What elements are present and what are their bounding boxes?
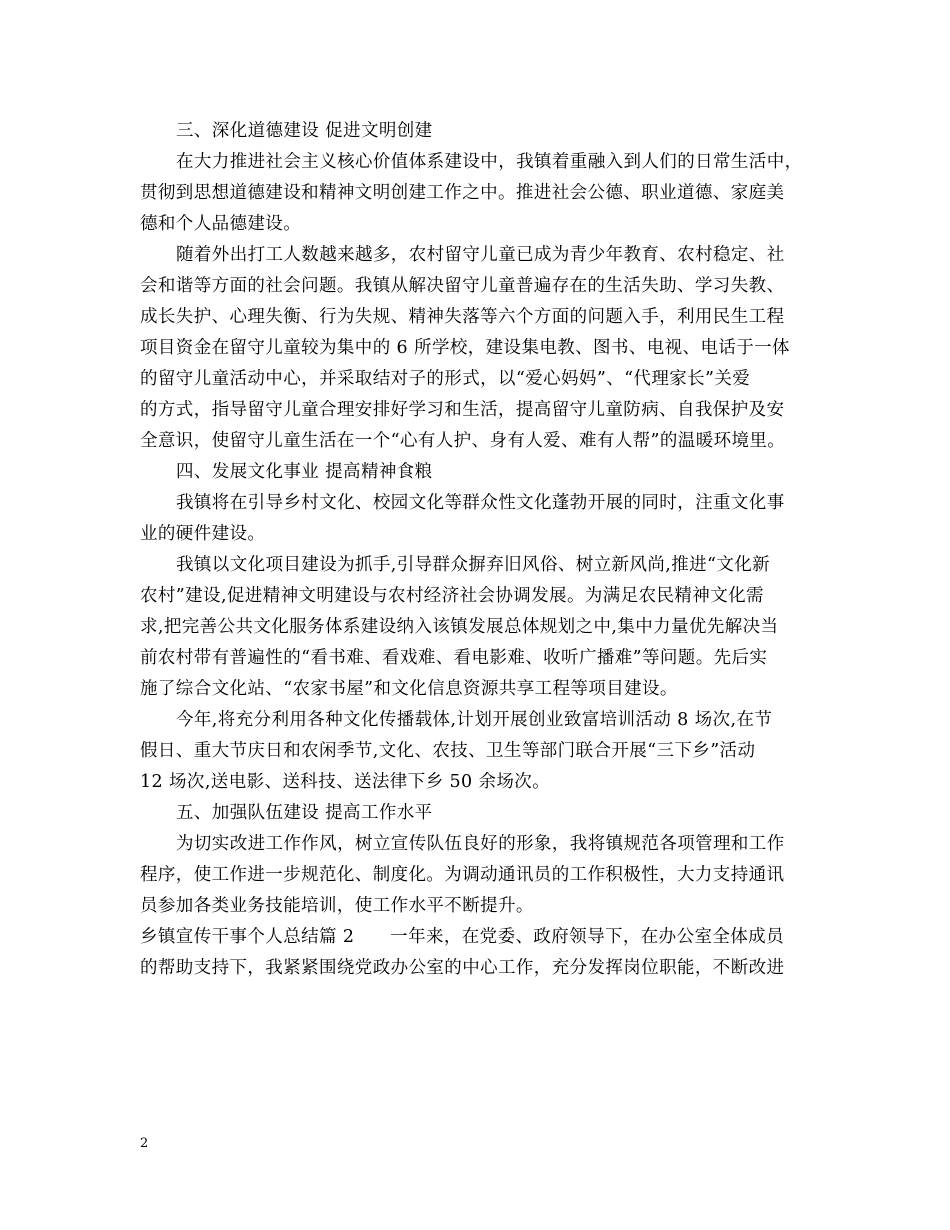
paragraph-line: 的留守儿童活动中心，并采取结对子的形式，以“爱心妈妈”、“代理家长”关爱 xyxy=(140,369,751,389)
paragraph-line: 的方式，指导留守儿童合理安排好学习和生活，提高留守儿童防病、自我保护及安 xyxy=(140,400,785,420)
paragraph-line: 农村”建设,促进精神文明建设与农村经济社会协调发展。为满足农民精神文化需 xyxy=(140,586,764,606)
paragraph-line: 业的硬件建设。 xyxy=(140,524,266,544)
paragraph-line: 的帮助支持下，我紧紧围绕党政办公室的中心工作，充分发挥岗位职能，不断改进 xyxy=(140,958,785,978)
page-number: 2 xyxy=(140,1136,149,1151)
paragraph-line: 项目资金在留守儿童较为集中的 6 所学校，建设集电教、图书、电视、电话于一体 xyxy=(140,338,790,358)
section-heading: 三、深化道德建设 促进文明创建 xyxy=(176,121,433,141)
paragraph-line: 今年,将充分利用各种文化传播载体,计划开展创业致富培训活动 8 场次,在节 xyxy=(176,710,773,730)
section-heading: 四、发展文化事业 提高精神食粮 xyxy=(176,462,433,482)
paragraph-line: 施了综合文化站、“农家书屋”和文化信息资源共享工程等项目建设。 xyxy=(140,679,678,699)
paragraph-line: 前农村带有普遍性的“看书难、看戏难、看电影难、收听广播难”等问题。先后实 xyxy=(140,648,768,668)
paragraph-line: 假日、重大节庆日和农闲季节,文化、农技、卫生等部门联合开展“三下乡”活动 xyxy=(140,741,756,761)
document-body xyxy=(140,116,820,984)
paragraph-line: 贯彻到思想道德建设和精神文明创建工作之中。推进社会公德、职业道德、家庭美 xyxy=(140,183,785,203)
paragraph-line: 乡镇宣传干事个人总结篇 2 一年来，在党委、政府领导下，在办公室全体成员 xyxy=(140,927,784,947)
paragraph-line: 求,把完善公共文化服务体系建设纳入该镇发展总体规划之中,集中力量优先解决当 xyxy=(140,617,779,637)
paragraph-line: 随着外出打工人数越来越多，农村留守儿童已成为青少年教育、农村稳定、社 xyxy=(176,245,785,265)
paragraph-line: 我镇以文化项目建设为抓手,引导群众摒弃旧风俗、树立新风尚,推进“文化新 xyxy=(176,555,771,575)
paragraph-line: 为切实改进工作作风，树立宣传队伍良好的形象，我将镇规范各项管理和工作 xyxy=(176,834,785,854)
paragraph-line: 成长失护、心理失衡、行为失规、精神失落等六个方面的问题入手，利用民生工程 xyxy=(140,307,785,327)
paragraph-line: 会和谐等方面的社会问题。我镇从解决留守儿童普遍存在的生活失助、学习失教、 xyxy=(140,276,785,296)
paragraph-line: 德和个人品德建设。 xyxy=(140,214,302,234)
section-heading: 五、加强队伍建设 提高工作水平 xyxy=(176,803,433,823)
paragraph-line: 12 场次,送电影、送科技、送法律下乡 50 余场次。 xyxy=(140,772,551,792)
paragraph-line: 员参加各类业务技能培训，使工作水平不断提升。 xyxy=(140,896,534,916)
paragraph-line: 程序，使工作进一步规范化、制度化。为调动通讯员的工作积极性，大力支持通讯 xyxy=(140,865,785,885)
paragraph-line: 我镇将在引导乡村文化、校园文化等群众性文化蓬勃开展的同时，注重文化事 xyxy=(176,493,785,513)
paragraph-line: 在大力推进社会主义核心价值体系建设中，我镇着重融入到人们的日常生活中， xyxy=(176,152,803,172)
paragraph-line: 全意识，使留守儿童生活在一个“心有人护、身有人爱、难有人帮”的温暖环境里。 xyxy=(140,431,786,451)
